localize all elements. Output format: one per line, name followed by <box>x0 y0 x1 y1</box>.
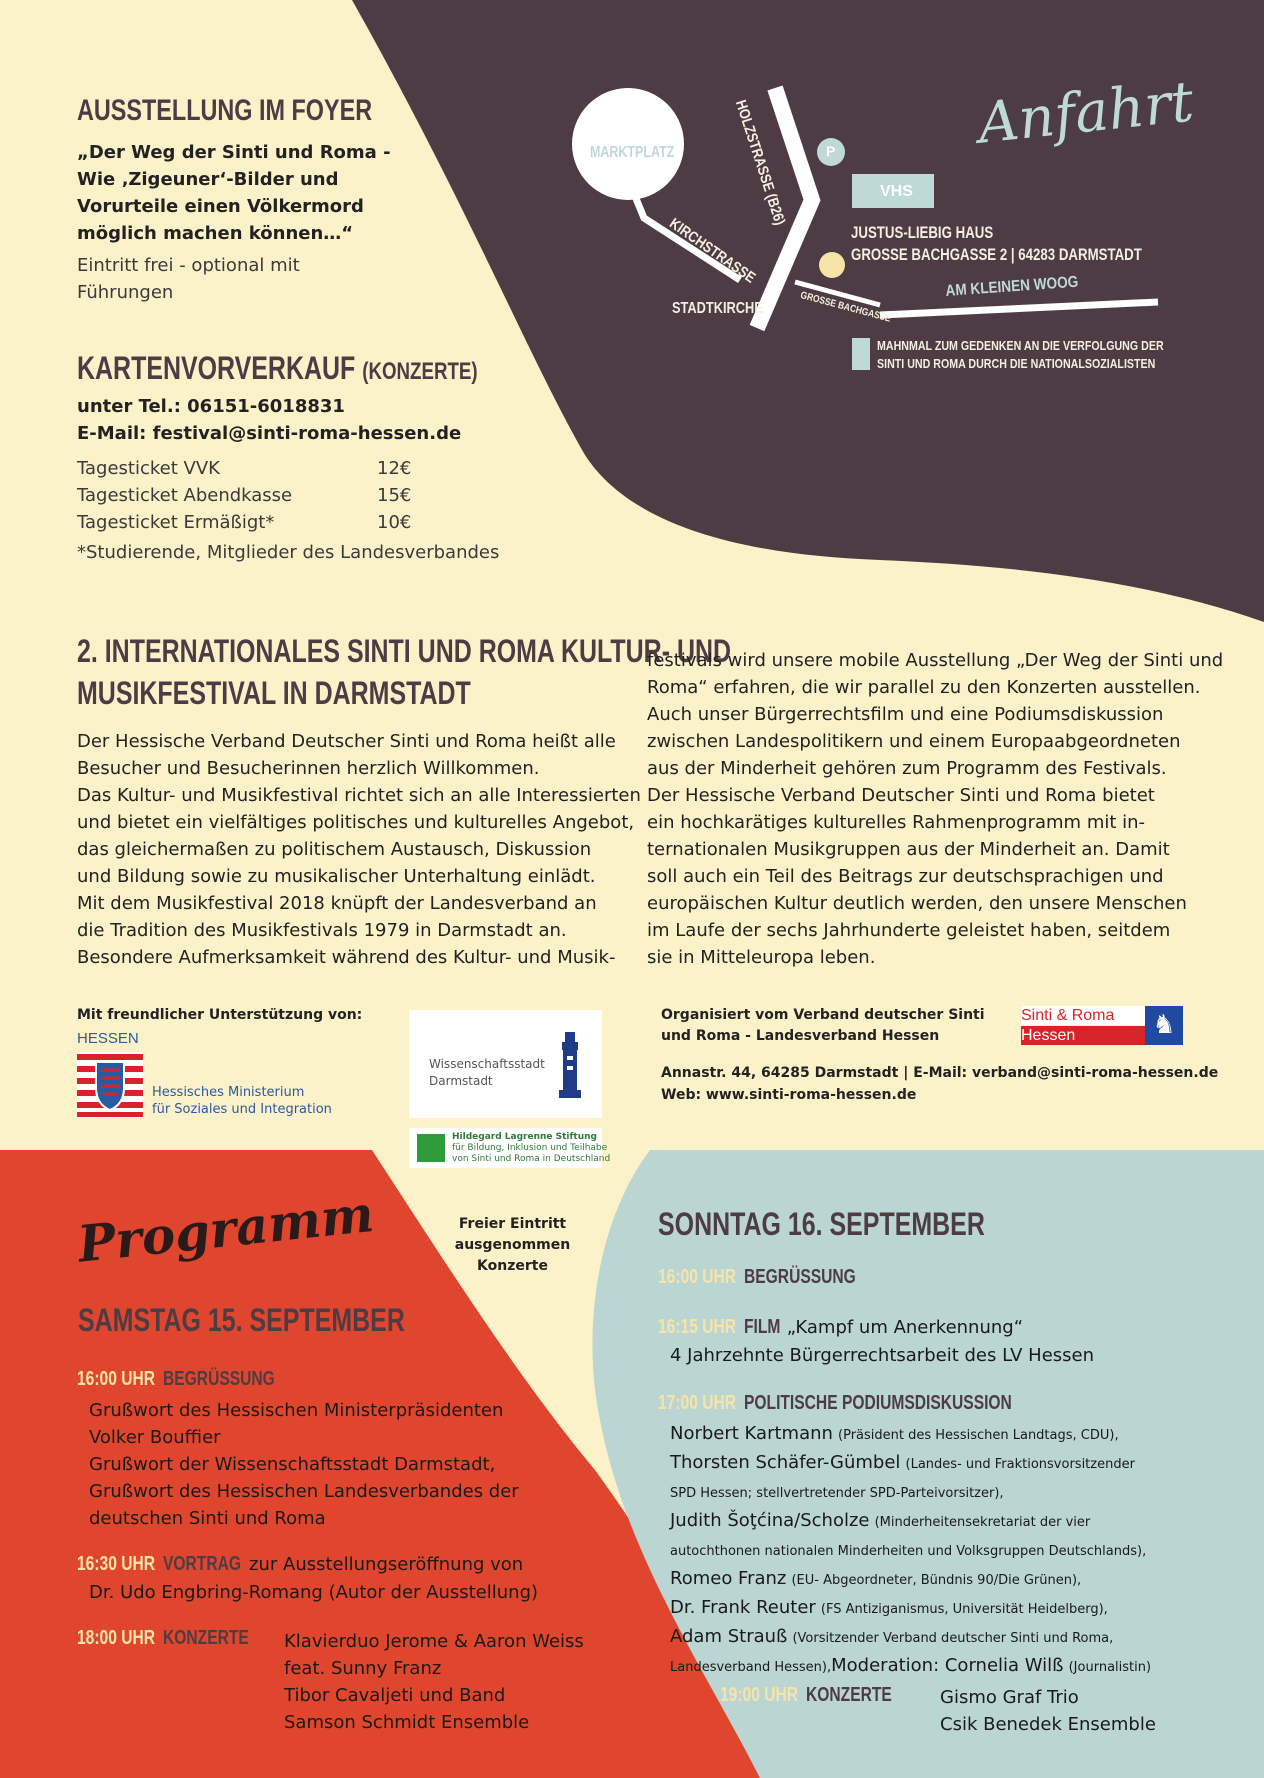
programm-title: Programm <box>75 1183 377 1274</box>
map-grosse-bachgasse: GROSSE BACHGASSE <box>799 290 892 325</box>
ticket-footnote: *Studierende, Mitglieder des Landesverbandes <box>77 542 500 563</box>
sun-slot-3: 17:00 UHR POLITISCHE PODIUMSDISKUSSION <box>658 1392 1012 1414</box>
sun-slot-2: 16:15 UHR FILM „Kampf um Anerkennung“ <box>658 1316 1024 1338</box>
map-kirchstrasse: KIRCHSTRASSE <box>666 215 759 287</box>
sun-slot-1: 16:00 UHR BEGRÜSSUNG <box>658 1266 856 1288</box>
sun-film-subtitle: 4 Jahrzehnte Bürgerrechtsarbeit des LV Hessen <box>670 1345 1095 1366</box>
ausstellung-heading: AUSSTELLUNG IM FOYER <box>77 94 373 127</box>
sat-slot-1: 16:00 UHR BEGRÜSSUNG <box>77 1368 275 1390</box>
sat-vortrag-speaker: Dr. Udo Engbring-Romang (Autor der Ausstellung) <box>89 1582 539 1603</box>
saturday-heading: SAMSTAG 15. SEPTEMBER <box>78 1302 405 1338</box>
map-title: Anfahrt <box>975 69 1197 157</box>
sinti-roma-logo: Sinti & Roma Hessen ♞ <box>1021 1006 1183 1046</box>
tower-icon <box>557 1032 583 1102</box>
hessen-coat-of-arms-icon <box>77 1052 143 1118</box>
lagrenne-logo: Hildegard Lagrenne Stiftung für Bildung, Inklusion und Teilhabe von Sinti und Roma in Deutschland <box>409 1128 602 1168</box>
sun-slot-4: 19:00 UHR KONZERTE <box>720 1684 892 1706</box>
intro-heading: 2. INTERNATIONALES SINTI UND ROMA KULTUR- UND MUSIKFESTIVAL IN DARMSTADT <box>77 633 732 711</box>
wissenschaftsstadt-logo: Wissenschaftsstadt Darmstadt <box>409 1010 602 1118</box>
ministry-name: Hessisches Ministerium für Soziales und Integration <box>152 1085 332 1117</box>
sat-slot-2: 16:30 UHR VORTRAG zur Ausstellungseröffnung von <box>77 1553 524 1575</box>
ausstellung-title: „Der Weg der Sinti und Roma - Wie ‚Zigeuner‘-Bilder und Vorurteile einen Völkermord möglich machen können…“ <box>77 142 391 244</box>
sponsors-label: Mit freundlicher Unterstützung von: <box>77 1007 363 1023</box>
intro-column-2: festivals wird unsere mobile Ausstellung „Der Weg der Sinti und Roma“ erfahren, die wir parallel zu den Konzerten ausstellen. Auch unser Bürgerrechtsfilm und eine Podiumsdiskussion zwischen Landespolitikern und einem Europaabgeordneten aus der Minderheit gehören zum Programm des Festivals. Der Hessische Verband Deutscher Sinti und Roma bietet ein hochkarätiges kulturelles Rahmenprogramm mit in- ternationalen Musikgruppen aus der Minderheit an. Damit soll auch ein Teil des Beitrags zur deutschsprachigen und europäischen Kultur deutlich werden, den unsere Menschen im Laufe der sechs Jahrhunderte geleistet haben, seitdem sie in Mitteleuropa leben. <box>647 650 1224 968</box>
lion-icon: ♞ <box>1145 1006 1183 1045</box>
map-parking: P <box>826 143 836 159</box>
map-stadtkirche: STADTKIRCHE <box>672 300 763 317</box>
hessen-logo: HESSEN Hessisches Ministerium für Soziales und Integration <box>77 1030 332 1117</box>
karten-tel: unter Tel.: 06151-6018831 <box>77 396 345 417</box>
ticket-list: Tagesticket VVK 12€ Tagesticket Abendkasse 15€ Tagesticket Ermäßigt* 10€ <box>77 458 412 533</box>
karten-email[interactable]: E-Mail: festival@sinti-roma-hessen.de <box>77 423 462 444</box>
sat-concerts: Klavierduo Jerome & Aaron Weiss feat. Sunny Franz Tibor Cavaljeti und Band Samson Schmidt Ensemble <box>284 1631 584 1733</box>
map-marktplatz: MARKTPLATZ <box>590 144 675 161</box>
sunday-heading: SONNTAG 16. SEPTEMBER <box>658 1206 985 1242</box>
map-holzstrasse: HOLZSTRASSE (B26) <box>731 98 789 228</box>
ausstellung-note: Eintritt frei - optional mit Führungen <box>77 255 300 303</box>
map-mahnmal: MAHNMAL ZUM GEDENKEN AN DIE VERFOLGUNG DER SINTI UND ROMA DURCH DIE NATIONALSOZIALISTEN <box>877 338 1164 371</box>
intro-column-1: Der Hessische Verband Deutscher Sinti und Roma heißt alle Besucher und Besucherinnen herzlich Willkommen. Das Kultur- und Musikfestival richtet sich an alle Interessierten und bietet ein vielfältiges politisches und kulturelles Angebot, das gleichermaßen zu politischem Austausch, Diskussion und Bildung sowie zu musikalischer Unterhaltung einlädt. Mit dem Musikfestival 2018 knüpft der Landesverband an die Tradition des Musikfestivals 1979 in Darmstadt an. Besondere Aufmerksamkeit während des Kultur- und Musik- <box>77 731 641 968</box>
karten-heading: KARTENVORVERKAUF (KONZERTE) <box>77 350 478 386</box>
sat-slot-3: 18:00 UHR KONZERTE <box>77 1627 249 1649</box>
sun-concerts: Gismo Graf Trio Csik Benedek Ensemble <box>940 1687 1156 1735</box>
organizer-text: Organisiert vom Verband deutscher Sinti und Roma - Landesverband Hessen <box>661 1007 985 1044</box>
sun-panel-list: Norbert Kartmann (Präsident des Hessischen Landtags, CDU), Thorsten Schäfer-Gümbel (Landes- und Fraktionsvorsitzender SPD Hessen; stellvertretender SPD-Parteivorsitzer), Judith Šoţćina/Scholze (Minderheitensekretariat der vier autochthonen nationalen Minderheiten und Volksgruppen Deutschlands), Romeo Franz (EU- Abgeordneter, Bündnis 90/Die Grünen), Dr. Frank Reuter (FS Antiziganismus, Universität Heidelberg), Adam Strauß (Vorsitzender Verband deutscher Sinti und Roma, Landesverband Hessen),Moderation: Cornelia Wilß (Journalistin) <box>670 1423 1152 1676</box>
lagrenne-icon <box>417 1134 445 1162</box>
map-am-kleinen-woog: AM KLEINEN WOOG <box>945 273 1079 300</box>
map-venue: JUSTUS-LIEBIG HAUS GROSSE BACHGASSE 2 | 64283 DARMSTADT <box>851 223 1142 264</box>
organizer-contact: Annastr. 44, 64285 Darmstadt | E-Mail: verband@sinti-roma-hessen.de Web: www.sinti-roma-hessen.de <box>661 1065 1219 1103</box>
free-entry-note: Freier Eintritt ausgenommen Konzerte <box>454 1216 571 1274</box>
map-vhs: VHS <box>880 183 913 200</box>
sat-greetings: Grußwort des Hessischen Ministerpräsidenten Volker Bouffier Grußwort der Wissenschaftsstadt Darmstadt, Grußwort des Hessischen Landesverbandes der deutschen Sinti und Roma <box>89 1400 519 1529</box>
